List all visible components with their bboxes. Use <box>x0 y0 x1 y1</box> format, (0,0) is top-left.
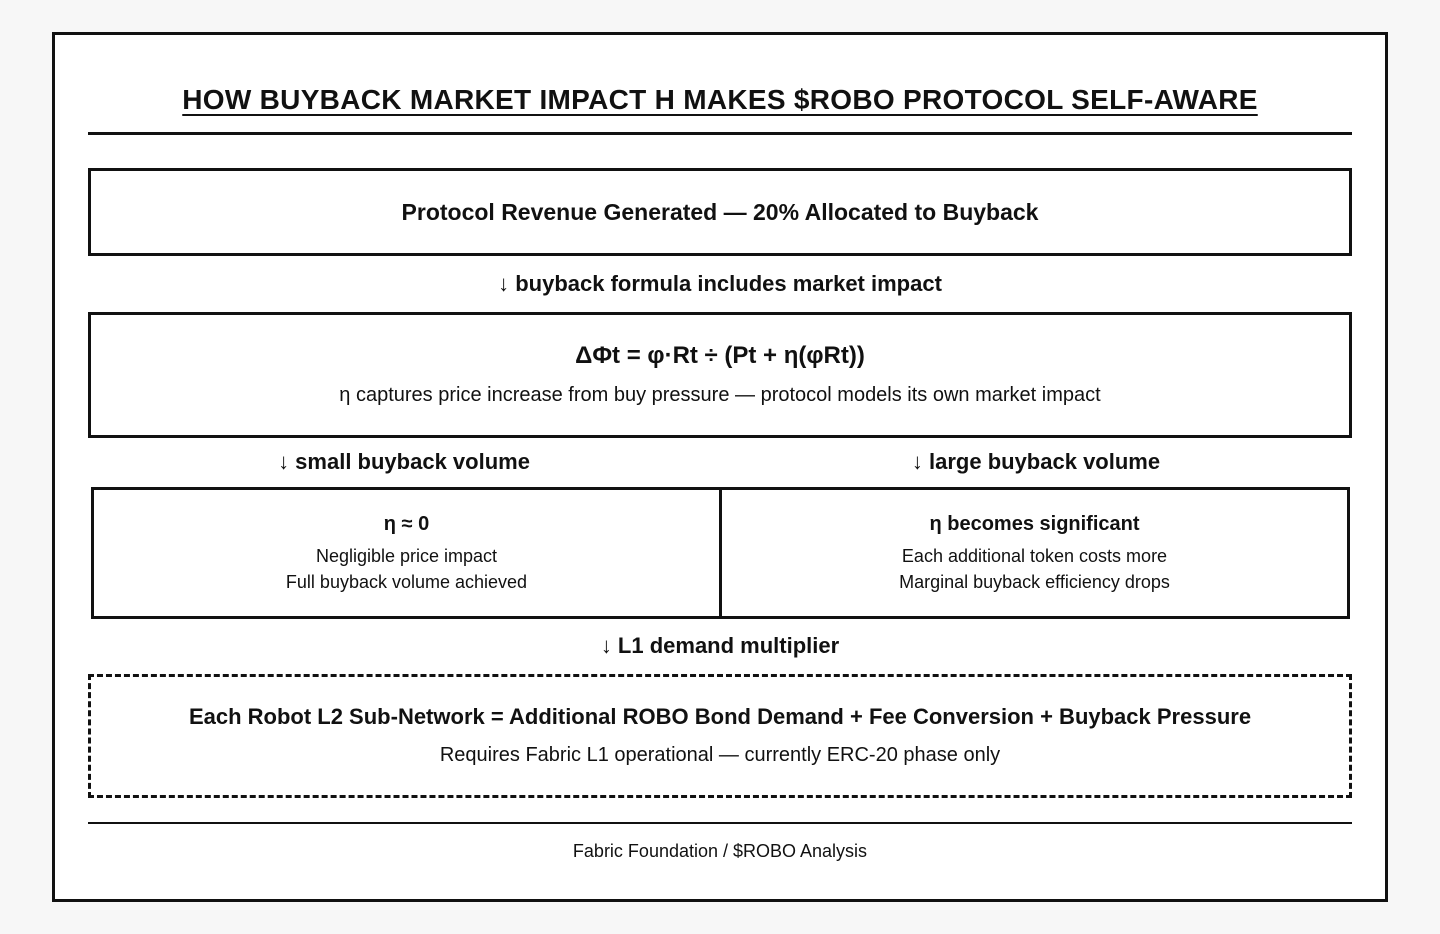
revenue-box <box>88 168 1352 256</box>
buyback-formula: ΔΦt = φ·Rt ÷ (Pt + η(φRt)) <box>575 342 865 369</box>
diagram-frame <box>52 32 1388 902</box>
arrow-label-market-impact: ↓ buyback formula includes market impact <box>498 271 942 296</box>
title-divider <box>88 132 1352 135</box>
large-volume-title: η becomes significant <box>929 513 1140 535</box>
small-volume-line-1: Negligible price impact <box>315 546 498 566</box>
formula-box <box>88 312 1352 438</box>
footer-credit: Fabric Foundation / $ROBO Analysis <box>572 841 868 861</box>
l2-demand-title: Each Robot L2 Sub-Network = Additional ROBO Bond Demand + Fee Conversion + Buyback Pressure <box>188 704 1252 729</box>
volume-split-box <box>91 487 1350 619</box>
small-volume-title: η ≈ 0 <box>383 513 430 535</box>
arrow-label-small-volume: ↓ small buyback volume <box>278 449 530 474</box>
footer-divider <box>88 822 1352 824</box>
arrow-label-large-volume: ↓ large buyback volume <box>911 449 1161 474</box>
large-volume-line-1: Each additional token costs more <box>901 546 1168 566</box>
large-volume-panel <box>719 490 1347 616</box>
small-volume-line-2: Full buyback volume achieved <box>285 572 528 592</box>
l2-demand-caption: Requires Fabric L1 operational — currently ERC-20 phase only <box>439 744 1001 766</box>
large-volume-line-2: Marginal buyback efficiency drops <box>899 572 1170 592</box>
formula-caption: η captures price increase from buy pressure — protocol models its own market impact <box>339 384 1101 406</box>
l2-demand-box <box>88 674 1352 798</box>
small-volume-panel <box>94 490 719 616</box>
diagram-title: HOW BUYBACK MARKET IMPACT H MAKES $ROBO PROTOCOL SELF-AWARE <box>182 84 1258 115</box>
arrow-label-l1-demand: ↓ L1 demand multiplier <box>600 633 840 658</box>
revenue-text: Protocol Revenue Generated — 20% Allocated to Buyback <box>401 198 1039 225</box>
